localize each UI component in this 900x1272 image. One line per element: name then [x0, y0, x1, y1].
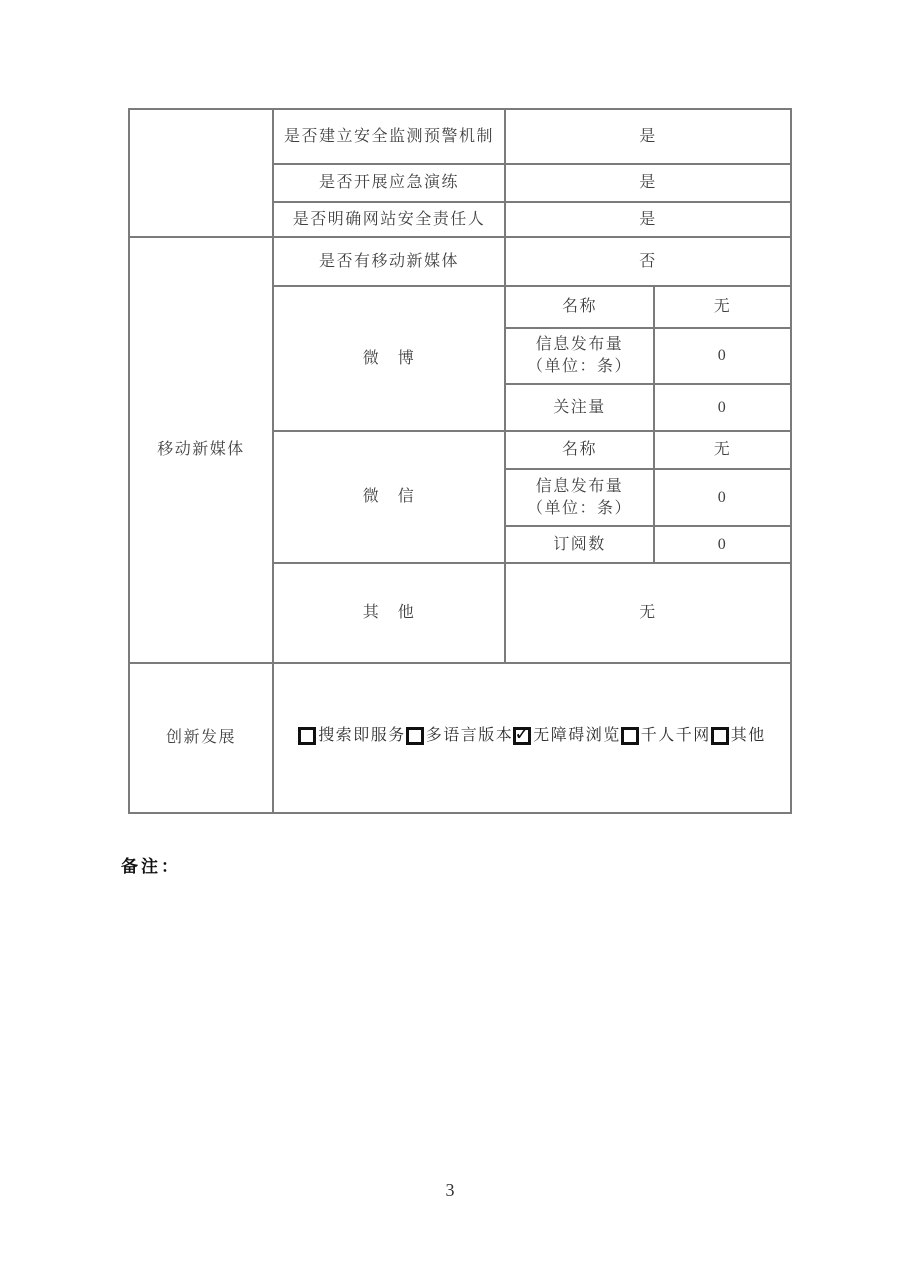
- section-header-mobile-media: 移动新媒体: [129, 237, 273, 663]
- innovation-option[interactable]: [406, 725, 514, 747]
- row-label: 是否开展应急演练: [273, 164, 505, 202]
- innovation-option[interactable]: [298, 725, 406, 747]
- publish-count-unit: （单位：条）: [526, 499, 632, 517]
- checkbox-checked-icon[interactable]: [513, 727, 531, 745]
- publish-count-label: 信息发布量: [535, 477, 624, 495]
- innovation-option-label: 无障碍浏览: [533, 726, 621, 744]
- row-label: 关注量: [505, 384, 654, 431]
- section-cell-empty: [129, 109, 273, 237]
- table-row: [129, 663, 791, 813]
- innovation-options: [273, 663, 791, 813]
- innovation-option[interactable]: [513, 725, 621, 747]
- row-value: 0: [654, 469, 791, 526]
- section-header-innovation: 创新发展: [129, 663, 273, 813]
- checkbox-icon[interactable]: [298, 727, 316, 745]
- row-value: 无: [654, 286, 791, 328]
- checkbox-icon[interactable]: [711, 727, 729, 745]
- page-number: 3: [445, 1180, 455, 1200]
- row-label: 名称: [505, 431, 654, 469]
- table-row: [129, 109, 791, 164]
- subsection-other: 其 他: [273, 563, 505, 663]
- row-label: [505, 469, 654, 526]
- publish-count-unit: （单位：条）: [526, 358, 632, 375]
- table-row: [129, 237, 791, 286]
- row-label: [505, 328, 654, 384]
- row-value: 无: [505, 563, 791, 663]
- notes-label: 备注：: [121, 857, 181, 876]
- row-value: 是: [505, 164, 791, 202]
- annual-report-table: [128, 108, 792, 814]
- publish-count-label: 信息发布量: [535, 336, 624, 353]
- row-label: 是否明确网站安全责任人: [273, 202, 505, 237]
- innovation-option-label: 多语言版本: [425, 726, 514, 744]
- innovation-option-label: 千人千网: [640, 726, 711, 744]
- row-label: 是否有移动新媒体: [273, 237, 505, 286]
- row-label: 是否建立安全监测预警机制: [273, 109, 505, 164]
- row-label: 名称: [505, 286, 654, 328]
- checkbox-icon[interactable]: [621, 727, 639, 745]
- row-label: 订阅数: [505, 526, 654, 563]
- row-value: 0: [654, 384, 791, 431]
- row-value: 是: [505, 109, 791, 164]
- innovation-option-label: 其他: [730, 726, 766, 744]
- row-value: 是: [505, 202, 791, 237]
- row-value: 0: [654, 328, 791, 384]
- row-value: 0: [654, 526, 791, 563]
- subsection-weibo: 微 博: [273, 286, 505, 431]
- subsection-wechat: 微 信: [273, 431, 505, 563]
- checkbox-icon[interactable]: [406, 727, 424, 745]
- row-value: 否: [505, 237, 791, 286]
- innovation-option-label: 搜索即服务: [318, 726, 406, 744]
- row-value: 无: [654, 431, 791, 469]
- innovation-option[interactable]: [621, 725, 711, 747]
- innovation-option[interactable]: [711, 725, 766, 747]
